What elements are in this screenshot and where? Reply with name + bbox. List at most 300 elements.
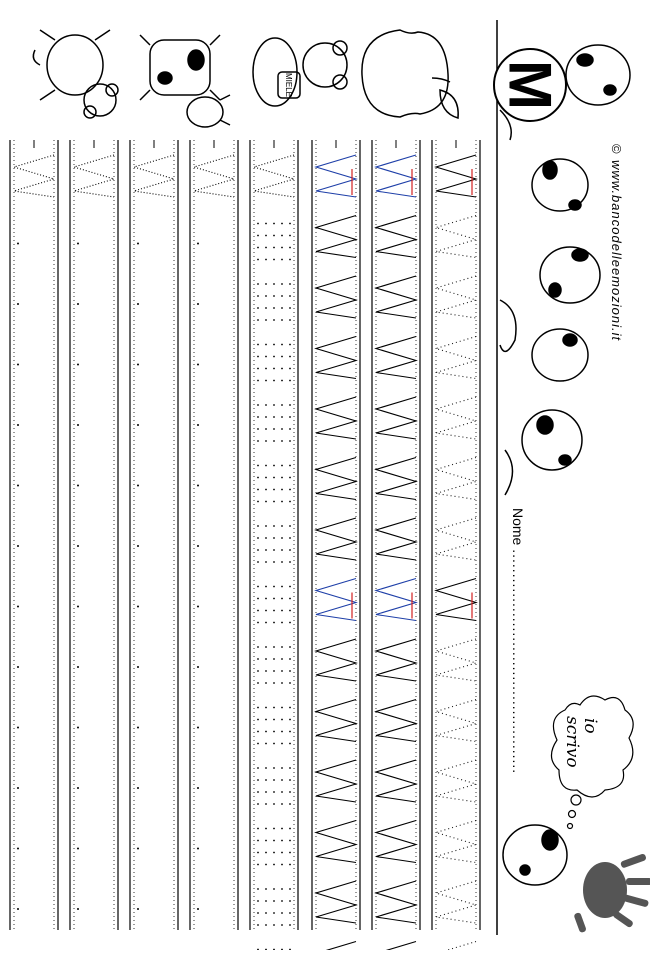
trace-dot [281, 900, 283, 902]
trace-dot [257, 489, 259, 491]
trace-dot [289, 900, 291, 902]
trace-dot [257, 586, 259, 588]
start-dot [137, 848, 139, 850]
letter-trace [376, 760, 416, 802]
letter-trace [316, 397, 356, 439]
trace-dot [289, 428, 291, 430]
start-dot [197, 848, 199, 850]
start-dot [137, 727, 139, 729]
trace-dot [265, 924, 267, 926]
letter-trace [316, 700, 356, 742]
trace-dot [273, 525, 275, 527]
trace-dot [273, 440, 275, 442]
trace-dot [273, 586, 275, 588]
start-dot [77, 303, 79, 305]
cloud-text-scrivo: scrivo [562, 716, 582, 768]
trace-dot [289, 852, 291, 854]
trace-dot [289, 767, 291, 769]
trace-dot [273, 622, 275, 624]
trace-dot [257, 537, 259, 539]
start-dot [197, 545, 199, 547]
trace-dot [257, 791, 259, 793]
trace-dot [289, 707, 291, 709]
trace-dot [281, 924, 283, 926]
trace-dot [289, 586, 291, 588]
trace-dot [281, 549, 283, 551]
trace-dot [265, 344, 267, 346]
trace-dot [289, 307, 291, 309]
trace-dot [257, 404, 259, 406]
trace-dot [265, 912, 267, 914]
apple-icon [362, 30, 458, 118]
letter-trace [436, 518, 476, 560]
trace-dot [257, 501, 259, 503]
trace-dot [289, 840, 291, 842]
trace-dot [257, 803, 259, 805]
letter-trace [194, 155, 234, 197]
trace-dot [289, 465, 291, 467]
trace-dot [257, 428, 259, 430]
trace-dot [289, 525, 291, 527]
trace-dot [273, 259, 275, 261]
start-dot [197, 666, 199, 668]
trace-dot [273, 307, 275, 309]
trace-dot [265, 791, 267, 793]
trace-dot [289, 440, 291, 442]
start-dot [197, 787, 199, 789]
trace-dot [257, 828, 259, 830]
trace-dot [281, 828, 283, 830]
trace-dot [281, 646, 283, 648]
trace-dot [273, 549, 275, 551]
trace-dot [265, 598, 267, 600]
trace-dot [289, 489, 291, 491]
trace-dot [281, 682, 283, 684]
trace-dot [257, 658, 259, 660]
trace-dot [257, 561, 259, 563]
start-dot [17, 666, 19, 668]
trace-dot [265, 622, 267, 624]
trace-dot [265, 743, 267, 745]
trace-dot [273, 828, 275, 830]
start-dot [77, 606, 79, 608]
trace-dot [257, 356, 259, 358]
letter-trace [436, 397, 476, 439]
trace-dot [273, 767, 275, 769]
trace-dot [265, 707, 267, 709]
start-dot [197, 364, 199, 366]
trace-dot [257, 598, 259, 600]
practice-rows [10, 140, 480, 950]
trace-dot [273, 537, 275, 539]
svg-text:MIELE: MIELE [284, 72, 293, 98]
trace-dot [257, 852, 259, 854]
trace-dot [289, 368, 291, 370]
letter-trace [316, 639, 356, 681]
trace-dot [265, 404, 267, 406]
letter-trace [316, 881, 356, 923]
cloud-text-io: io [580, 718, 600, 734]
trace-dot [273, 791, 275, 793]
trace-dot [273, 489, 275, 491]
trace-dot [257, 840, 259, 842]
trace-dot [281, 501, 283, 503]
trace-dot [281, 235, 283, 237]
trace-dot [257, 283, 259, 285]
start-dot [17, 243, 19, 245]
start-dot [17, 545, 19, 547]
start-dot [197, 908, 199, 910]
trace-dot [257, 307, 259, 309]
trace-dot [281, 319, 283, 321]
trace-dot [257, 416, 259, 418]
trace-dot [281, 489, 283, 491]
name-label: Nome .............................................. [510, 508, 526, 775]
trace-dot [257, 682, 259, 684]
trace-dot [273, 404, 275, 406]
trace-dot [289, 622, 291, 624]
start-dot [197, 424, 199, 426]
trace-dot [281, 259, 283, 261]
trace-dot [273, 283, 275, 285]
letter-trace [134, 155, 174, 197]
letter-trace [316, 821, 356, 863]
trace-dot [257, 465, 259, 467]
letter-trace [316, 155, 356, 197]
trace-dot [273, 356, 275, 358]
trace-dot [257, 223, 259, 225]
trace-dot [257, 440, 259, 442]
start-dot [197, 606, 199, 608]
trace-dot [273, 319, 275, 321]
mouse-icon [33, 30, 118, 118]
trace-dot [265, 682, 267, 684]
trace-dot [265, 719, 267, 721]
trace-dot [265, 864, 267, 866]
trace-dot [289, 223, 291, 225]
letter-trace [316, 760, 356, 802]
trace-dot [281, 719, 283, 721]
letter-trace [436, 579, 476, 621]
trace-dot [289, 828, 291, 830]
start-dot [77, 787, 79, 789]
trace-dot [281, 428, 283, 430]
start-dot [137, 908, 139, 910]
trace-dot [265, 247, 267, 249]
letter-trace [376, 881, 416, 923]
trace-dot [289, 912, 291, 914]
trace-dot [281, 743, 283, 745]
trace-dot [289, 549, 291, 551]
trace-dot [265, 368, 267, 370]
trace-dot [257, 610, 259, 612]
trace-dot [281, 852, 283, 854]
trace-dot [289, 924, 291, 926]
big-letter-m: M [496, 60, 564, 110]
trace-dot [257, 912, 259, 914]
start-dot [197, 303, 199, 305]
trace-dot [289, 283, 291, 285]
trace-dot [265, 416, 267, 418]
trace-dot [289, 779, 291, 781]
trace-dot [289, 344, 291, 346]
letter-trace [436, 639, 476, 681]
trace-dot [273, 428, 275, 430]
trace-dot [273, 852, 275, 854]
start-dot [77, 727, 79, 729]
trace-dot [257, 767, 259, 769]
start-dot [17, 848, 19, 850]
trace-dot [273, 380, 275, 382]
trace-dot [257, 525, 259, 527]
trace-dot [273, 235, 275, 237]
trace-dot [273, 670, 275, 672]
letter-trace [316, 216, 356, 258]
trace-dot [265, 223, 267, 225]
start-dot [137, 787, 139, 789]
trace-dot [265, 428, 267, 430]
trace-dot [257, 743, 259, 745]
trace-dot [257, 344, 259, 346]
trace-dot [281, 283, 283, 285]
trace-dot [265, 646, 267, 648]
start-dot [137, 364, 139, 366]
trace-dot [265, 380, 267, 382]
letter-trace [316, 942, 356, 951]
trace-dot [281, 537, 283, 539]
letter-trace [376, 337, 416, 379]
start-dot [197, 485, 199, 487]
trace-dot [273, 707, 275, 709]
letter-trace [436, 458, 476, 500]
trace-dot [281, 477, 283, 479]
start-dot [17, 303, 19, 305]
trace-dot [265, 537, 267, 539]
trace-dot [273, 719, 275, 721]
trace-dot [289, 416, 291, 418]
letter-trace [254, 155, 294, 197]
trace-dot [265, 319, 267, 321]
trace-dot [273, 924, 275, 926]
start-dot [137, 485, 139, 487]
trace-dot [281, 307, 283, 309]
trace-dot [265, 731, 267, 733]
start-dot [77, 545, 79, 547]
letter-trace [316, 579, 356, 621]
start-dot [137, 424, 139, 426]
start-dot [137, 303, 139, 305]
trace-dot [281, 295, 283, 297]
trace-dot [273, 368, 275, 370]
start-dot [17, 485, 19, 487]
letter-trace [74, 155, 114, 197]
trace-dot [257, 477, 259, 479]
start-dot [77, 848, 79, 850]
trace-dot [265, 561, 267, 563]
trace-dot [265, 767, 267, 769]
trace-dot [273, 682, 275, 684]
letter-trace [316, 276, 356, 318]
trace-dot [257, 380, 259, 382]
trace-dot [273, 477, 275, 479]
trace-dot [265, 477, 267, 479]
trace-dot [273, 779, 275, 781]
trace-dot [257, 900, 259, 902]
trace-dot [257, 368, 259, 370]
website-url: www.bancodelleemozioni.it [609, 160, 624, 342]
trace-dot [289, 501, 291, 503]
letter-trace [436, 276, 476, 318]
letter-trace [436, 881, 476, 923]
trace-dot [265, 283, 267, 285]
bear-honey-icon [253, 38, 347, 106]
start-dot [17, 364, 19, 366]
trace-dot [281, 380, 283, 382]
trace-dot [289, 731, 291, 733]
trace-dot [265, 235, 267, 237]
letter-trace [436, 942, 476, 951]
start-dot [77, 908, 79, 910]
start-dot [77, 485, 79, 487]
trace-dot [265, 489, 267, 491]
start-dot [17, 908, 19, 910]
trace-dot [289, 791, 291, 793]
trace-dot [273, 501, 275, 503]
trace-dot [281, 440, 283, 442]
trace-dot [257, 549, 259, 551]
trace-dot [257, 864, 259, 866]
trace-dot [289, 598, 291, 600]
trace-dot [273, 658, 275, 660]
start-dot [17, 727, 19, 729]
trace-dot [257, 235, 259, 237]
trace-dot [289, 356, 291, 358]
letter-trace [436, 700, 476, 742]
trace-dot [265, 465, 267, 467]
trace-dot [273, 803, 275, 805]
letter-trace [376, 700, 416, 742]
trace-dot [289, 235, 291, 237]
trace-dot [265, 549, 267, 551]
trace-dot [289, 864, 291, 866]
letter-trace [436, 821, 476, 863]
letter-trace [436, 216, 476, 258]
trace-dot [289, 610, 291, 612]
trace-dot [289, 803, 291, 805]
trace-dot [257, 888, 259, 890]
letter-trace [14, 155, 54, 197]
trace-dot [281, 731, 283, 733]
trace-dot [281, 368, 283, 370]
letter-trace [376, 518, 416, 560]
trace-dot [257, 924, 259, 926]
trace-dot [281, 864, 283, 866]
trace-dot [289, 888, 291, 890]
letter-trace [316, 337, 356, 379]
trace-dot [281, 791, 283, 793]
start-dot [77, 243, 79, 245]
trace-dot [265, 803, 267, 805]
trace-dot [257, 779, 259, 781]
trace-dot [289, 561, 291, 563]
trace-dot [273, 900, 275, 902]
trace-dot [281, 416, 283, 418]
trace-dot [257, 295, 259, 297]
trace-dot [265, 356, 267, 358]
trace-dot [281, 767, 283, 769]
trace-dot [265, 658, 267, 660]
trace-dot [265, 295, 267, 297]
trace-dot [265, 259, 267, 261]
start-dot [17, 787, 19, 789]
trace-dot [265, 501, 267, 503]
letter-trace [376, 579, 416, 621]
trace-dot [273, 295, 275, 297]
letter-trace [436, 760, 476, 802]
trace-dot [273, 610, 275, 612]
trace-dot [273, 416, 275, 418]
start-dot [17, 424, 19, 426]
trace-dot [289, 658, 291, 660]
trace-dot [273, 561, 275, 563]
trace-dot [273, 912, 275, 914]
letter-trace [376, 216, 416, 258]
trace-dot [273, 223, 275, 225]
trace-dot [281, 779, 283, 781]
trace-dot [289, 537, 291, 539]
start-dot [137, 243, 139, 245]
trace-dot [257, 731, 259, 733]
trace-dot [257, 319, 259, 321]
trace-dot [289, 380, 291, 382]
start-dot [137, 545, 139, 547]
trace-dot [273, 598, 275, 600]
start-dot [77, 666, 79, 668]
trace-dot [289, 319, 291, 321]
trace-dot [265, 888, 267, 890]
letter-trace [436, 337, 476, 379]
trace-dot [257, 259, 259, 261]
letter-trace [376, 276, 416, 318]
trace-dot [281, 465, 283, 467]
trace-dot [257, 247, 259, 249]
trace-dot [281, 622, 283, 624]
trace-dot [289, 404, 291, 406]
letter-trace [376, 942, 416, 951]
trace-dot [257, 670, 259, 672]
trace-dot [289, 682, 291, 684]
trace-dot [273, 888, 275, 890]
trace-dot [265, 840, 267, 842]
trace-dot [265, 670, 267, 672]
trace-dot [265, 610, 267, 612]
letter-trace [316, 518, 356, 560]
trace-dot [281, 404, 283, 406]
trace-dot [289, 247, 291, 249]
start-dot [17, 606, 19, 608]
trace-dot [265, 900, 267, 902]
trace-dot [281, 658, 283, 660]
trace-dot [289, 670, 291, 672]
trace-dot [281, 356, 283, 358]
trace-dot [273, 344, 275, 346]
trace-dot [281, 586, 283, 588]
trace-dot [257, 622, 259, 624]
trace-dot [273, 743, 275, 745]
hand-print-icon [573, 853, 650, 933]
trace-dot [281, 561, 283, 563]
letter-badge [494, 49, 566, 121]
